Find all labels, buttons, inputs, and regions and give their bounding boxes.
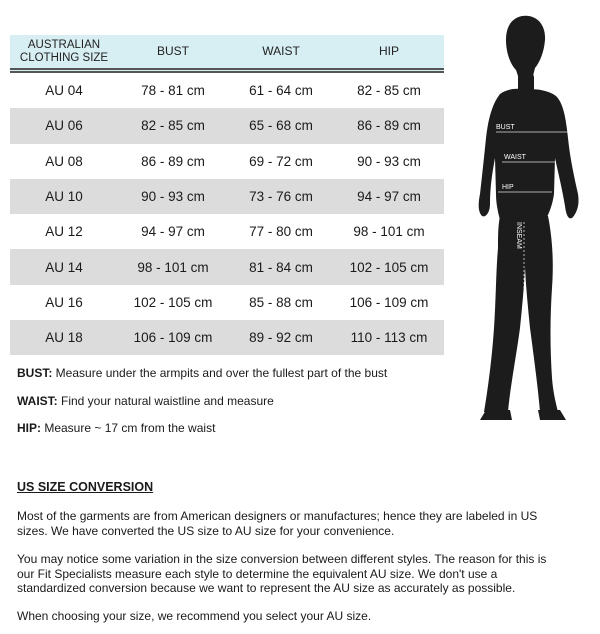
waist-cell: 65 - 68 cm xyxy=(228,108,334,143)
hip-definition xyxy=(17,421,387,435)
table-row xyxy=(10,179,444,214)
figure-hip-label: HIP xyxy=(502,184,514,191)
waist-cell: 77 - 80 cm xyxy=(249,224,313,240)
bust-cell: 86 - 89 cm xyxy=(141,153,205,169)
size-cell: AU 08 xyxy=(45,153,83,169)
hip-cell: 106 - 109 cm xyxy=(349,294,429,310)
bust-cell: 98 - 101 cm xyxy=(118,249,228,284)
waist-cell: 69 - 72 cm xyxy=(249,153,313,169)
body-measurement-figure xyxy=(440,8,600,428)
size-cell: AU 16 xyxy=(45,294,83,310)
hip-text: Measure ~ 17 cm from the waist xyxy=(41,421,216,435)
header-au-size: AUSTRALIAN CLOTHING SIZE xyxy=(10,35,118,71)
hip-cell: 82 - 85 cm xyxy=(357,83,421,99)
bust-cell: 94 - 97 cm xyxy=(141,224,205,240)
hip-cell: 90 - 93 cm xyxy=(357,153,421,169)
size-cell: AU 10 xyxy=(10,179,118,214)
table-row xyxy=(10,249,444,284)
hip-cell: 94 - 97 cm xyxy=(334,179,444,214)
measurement-definitions xyxy=(17,366,387,449)
bust-text: Measure under the armpits and over the fullest part of the bust xyxy=(52,366,388,380)
hip-term: HIP: xyxy=(17,421,41,435)
size-cell: AU 12 xyxy=(45,224,83,240)
bust-cell: 102 - 105 cm xyxy=(133,294,213,310)
table-row xyxy=(10,214,444,249)
us-conversion-paragraph: When choosing your size, we recommend you select your AU size. xyxy=(17,609,372,623)
size-cell: AU 14 xyxy=(10,249,118,284)
table-row xyxy=(10,144,444,179)
header-waist: WAIST xyxy=(228,35,334,71)
hip-cell: 110 - 113 cm xyxy=(334,320,444,355)
us-conversion-paragraph: You may notice some variation in the size conversion between different styles. The reason for this is our Fit Specialists measure each style to determine the equivalent AU size. We don't use a standardized conversion because we want to represent the AU size as accurately as possible. xyxy=(17,552,547,595)
waist-cell: 85 - 88 cm xyxy=(249,294,313,310)
bust-cell: 78 - 81 cm xyxy=(141,83,205,99)
header-bust: BUST xyxy=(118,35,228,71)
size-cell: AU 18 xyxy=(10,320,118,355)
size-cell: AU 04 xyxy=(45,83,83,99)
hip-cell: 86 - 89 cm xyxy=(334,108,444,143)
bust-term: BUST: xyxy=(17,366,53,380)
bust-cell: 106 - 109 cm xyxy=(118,320,228,355)
bust-cell: 82 - 85 cm xyxy=(118,108,228,143)
size-chart-table xyxy=(10,35,444,355)
hip-cell: 98 - 101 cm xyxy=(353,224,425,240)
waist-definition xyxy=(17,394,387,408)
woman-silhouette-icon xyxy=(440,8,600,428)
figure-inseam-label: INSEAM xyxy=(515,222,522,249)
figure-waist-label: WAIST xyxy=(504,154,526,161)
waist-cell: 61 - 64 cm xyxy=(249,83,313,99)
us-conversion-title: US SIZE CONVERSION xyxy=(17,480,154,494)
table-row xyxy=(10,320,444,355)
us-conversion-paragraph: Most of the garments are from American designers or manufactures; hence they are labeled in US sizes. We have converted the US size to AU size for your convenience. xyxy=(17,509,538,538)
waist-cell: 81 - 84 cm xyxy=(228,249,334,284)
hip-cell: 102 - 105 cm xyxy=(334,249,444,284)
bust-cell: 90 - 93 cm xyxy=(118,179,228,214)
table-row xyxy=(10,73,444,108)
size-chart-header-row xyxy=(10,35,444,71)
waist-cell: 73 - 76 cm xyxy=(228,179,334,214)
table-row xyxy=(10,285,444,320)
figure-bust-label: BUST xyxy=(496,124,515,131)
table-row xyxy=(10,108,444,143)
header-hip: HIP xyxy=(334,35,444,71)
bust-definition xyxy=(17,366,387,380)
waist-term: WAIST: xyxy=(17,393,58,408)
waist-cell: 89 - 92 cm xyxy=(228,320,334,355)
waist-text: Find your natural waistline and measure xyxy=(57,393,274,408)
size-cell: AU 06 xyxy=(10,108,118,143)
